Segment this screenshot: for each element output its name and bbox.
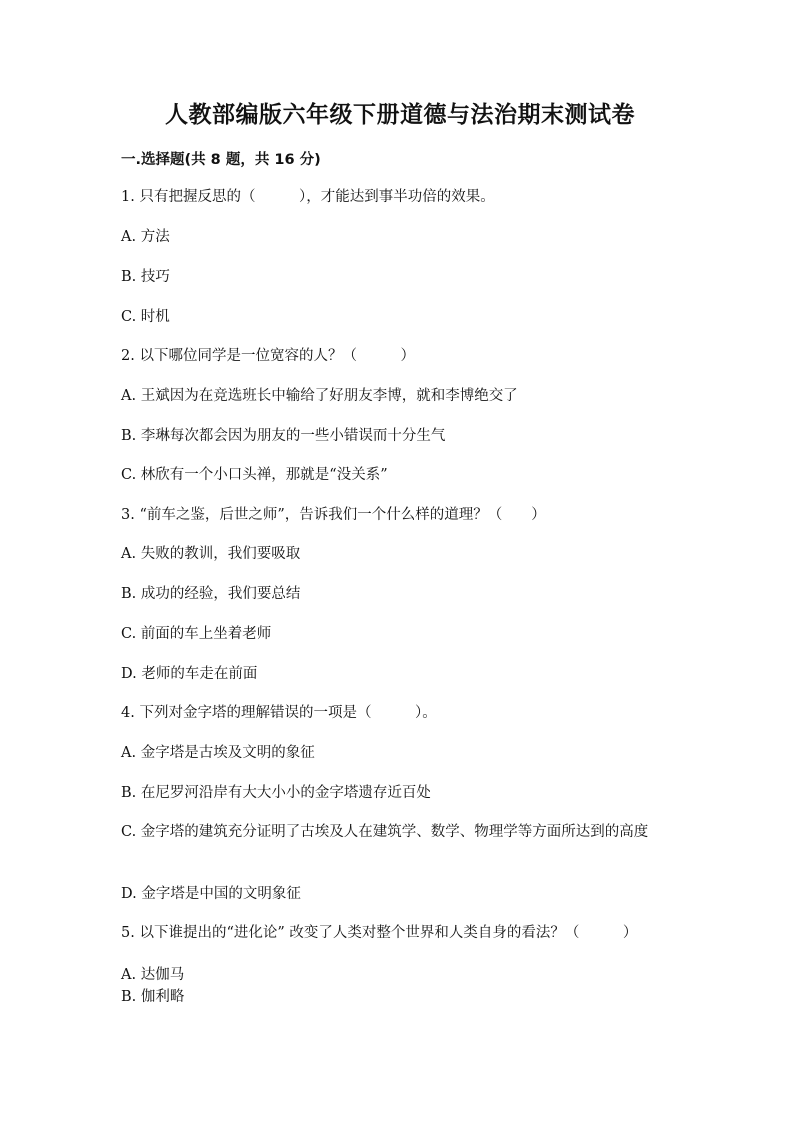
- exam-title: 人教部编版六年级下册道德与法治期末测试卷: [165, 102, 635, 128]
- question-4-option-d[interactable]: D. 金字塔是中国的文明象征: [121, 886, 301, 902]
- question-3-stem: 3. “前车之鉴，后世之师”，告诉我们一个什么样的道理？（ ）: [121, 507, 546, 523]
- question-1-stem: 1. 只有把握反思的（ ），才能达到事半功倍的效果。: [121, 189, 495, 205]
- question-3-option-a[interactable]: A. 失败的教训，我们要吸取: [121, 546, 301, 562]
- question-1-option-b[interactable]: B. 技巧: [121, 269, 170, 285]
- question-3-option-c[interactable]: C. 前面的车上坐着老师: [121, 626, 272, 642]
- question-1-option-c[interactable]: C. 时机: [121, 309, 170, 325]
- question-4-option-a[interactable]: A. 金字塔是古埃及文明的象征: [121, 745, 315, 761]
- question-5-stem: 5. 以下谁提出的“进化论” 改变了人类对整个世界和人类自身的看法？（ ）: [121, 925, 638, 941]
- question-2-option-a[interactable]: A. 王斌因为在竞选班长中输给了好朋友李博，就和李博绝交了: [121, 388, 518, 404]
- question-2-option-c[interactable]: C. 林欣有一个小口头禅，那就是“没关系”: [121, 467, 388, 483]
- question-3-option-b[interactable]: B. 成功的经验，我们要总结: [121, 586, 301, 602]
- question-4-option-b[interactable]: B. 在尼罗河沿岸有大大小小的金字塔遗存近百处: [121, 785, 431, 801]
- question-2-stem: 2. 以下哪位同学是一位宽容的人？（ ）: [121, 348, 415, 364]
- question-5-option-a[interactable]: A. 达伽马: [121, 967, 185, 983]
- question-4-option-c[interactable]: C. 金字塔的建筑充分证明了古埃及人在建筑学、数学、物理学等方面所达到的高度: [121, 824, 649, 840]
- section-heading: 一.选择题(共 8 题，共 16 分): [121, 152, 321, 168]
- question-3-option-d[interactable]: D. 老师的车走在前面: [121, 666, 258, 682]
- question-5-option-b[interactable]: B. 伽利略: [121, 989, 185, 1005]
- question-1-option-a[interactable]: A. 方法: [121, 229, 170, 245]
- question-4-stem: 4. 下列对金字塔的理解错误的一项是（ ）。: [121, 705, 437, 721]
- question-2-option-b[interactable]: B. 李琳每次都会因为朋友的一些小错误而十分生气: [121, 428, 446, 444]
